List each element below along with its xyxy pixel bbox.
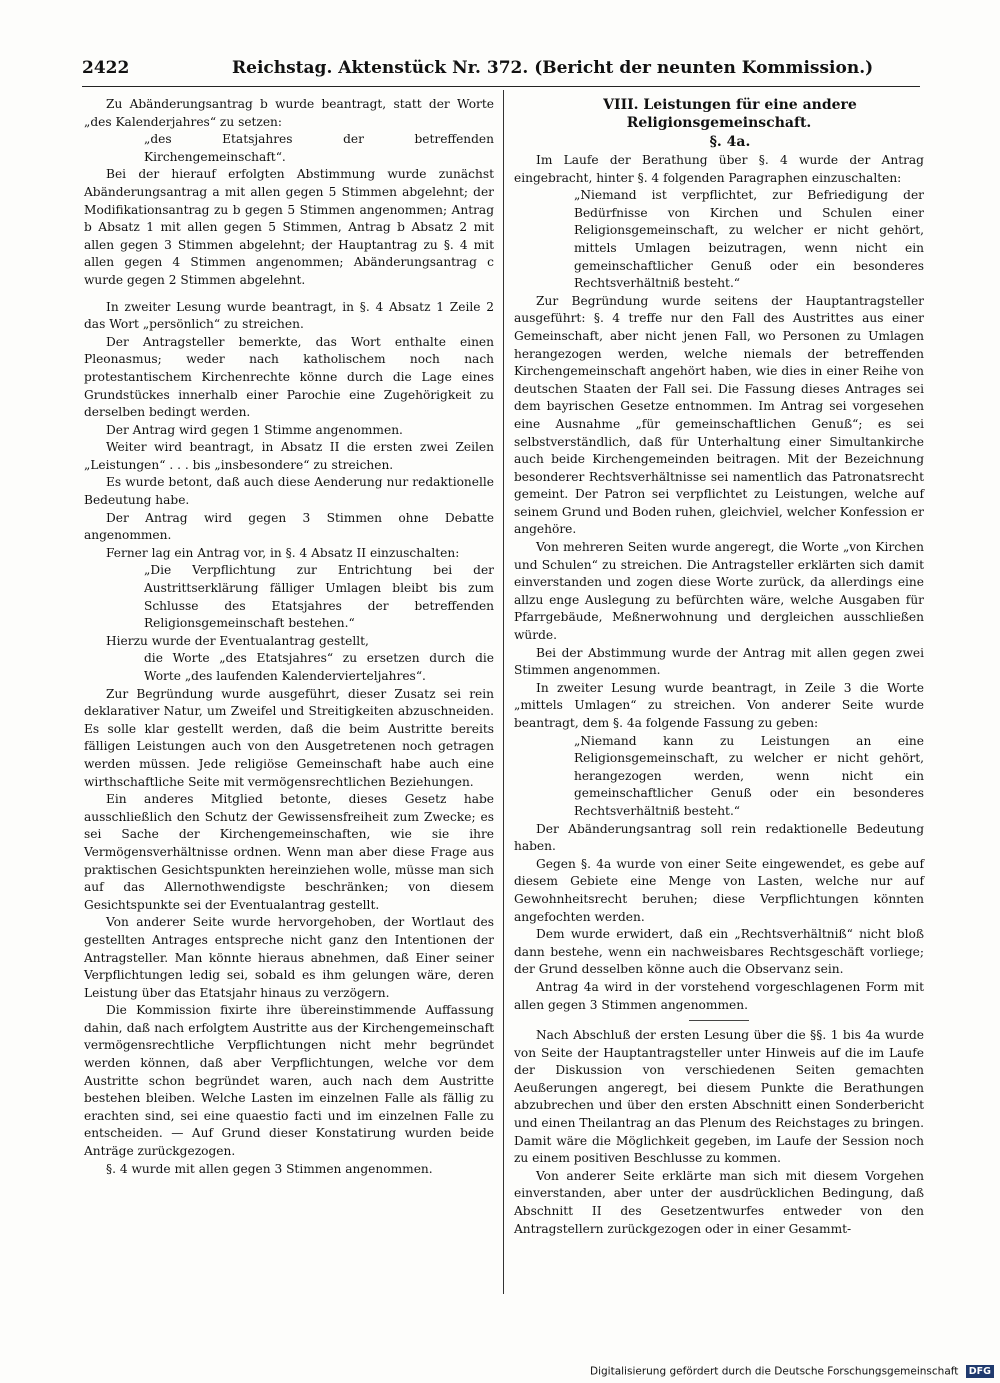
left-column — [84, 96, 494, 1178]
quote: „Niemand ist verpflichtet, zur Befriedigung der Bedürfnisse von Kirchen und Schulen einer Religionsgemeinschaft, zu welcher er nicht gehört, mittels Umlagen beizutragen, wenn nicht ein gemeinschaftlicher Genuß oder ein besonderes Rechtsverhältniß besteht.“ — [574, 188, 924, 291]
paragraph: Hierzu wurde der Eventualantrag gestellt, — [106, 633, 369, 648]
quote: die Worte „des Etatsjahres“ zu ersetzen durch die Worte „des laufenden Kalendervierteljahres“. — [144, 651, 494, 683]
page-footer — [590, 1365, 994, 1381]
paragraph: Gegen §. 4a wurde von einer Seite eingewendet, es gebe auf diesem Gebiete eine Menge von Lasten, welche nur auf Gewohnheitsrecht beruhen; diese Verpflichtungen könnten angefochten werden. — [514, 856, 924, 924]
paragraph: Der Antrag wird gegen 1 Stimme angenommen. — [106, 422, 403, 437]
section-heading: VIII. Leistungen für eine andere Religionsgemeinschaft. — [603, 97, 857, 131]
paragraph: Von anderer Seite wurde hervorgehoben, der Wortlaut des gestellten Antrages entspreche nicht ganz den Intentionen der Antragsteller. Man könnte hieraus abnehmen, daß Einer seiner Verpflichtungen ledig sei, sobald es ihm gelungen wäre, deren Leistung über das Etatsjahr hinaus zu verzögern. — [84, 915, 494, 1000]
paragraph: Dem wurde erwidert, daß ein „Rechtsverhältniß“ nicht bloß dann bestehe, wenn ein nachweisbares Rechtsgeschäft vorliege; der Grund desselben könne auch die Observanz sein. — [514, 927, 924, 977]
paragraph: Bei der Abstimmung wurde der Antrag mit allen gegen zwei Stimmen angenommen. — [514, 645, 924, 678]
paragraph: Von anderer Seite erklärte man sich mit diesem Vorgehen einverstanden, aber unter der ausdrücklichen Bedingung, daß Abschnitt II des Gesetzentwurfes entweder von den Antragstellern zurückgezogen oder in einer Gesammt- — [514, 1168, 924, 1236]
paragraph: Zur Begründung wurde seitens der Hauptantragsteller ausgeführt: §. 4 treffe nur den Fall des Austrittes aus einer Gemeinschaft, aber nicht jenen Fall, wo Personen zu Umlagen herangezogen werden, welche niemals der betreffenden Kirchengemeinschaft angehört haben, wie dies in einer Reihe von deutschen Staaten der Fall sei. Die Fassung dieses Antrages sei dem bayrischen Gesetze entnommen. Im Antrag sei vorgesehen eine Ausnahme „für gemeinschaftlichen Genuß“; es sei selbstverständlich, daß für Unterhaltung einer Simultankirche auch beide Kirchengemeinden beitragen. Mit der Bezeichnung besonderer Rechtsverhältnisse sei namentlich das Patronatsrecht gemeint. Der Patron sei verpflichtet zu Leistungen, welche auf seinem Grund und Boden ruhen, gleichviel, welcher Konfession er angehöre. — [514, 293, 924, 537]
paragraph: Zur Begründung wurde ausgeführt, dieser Zusatz sei rein deklarativer Natur, um Zweifel und Streitigkeiten abzuschneiden. Es solle klar gestellt werden, daß die beim Austritte bereits fälligen Leistungen auch von den Ausgetretenen noch getragen werden müssen. Jede religiöse Gemeinschaft habe auch eine wirthschaftliche Seite mit vermögensrechtlichen Beziehungen. — [84, 686, 494, 789]
page-header — [82, 58, 920, 84]
paragraph: Von mehreren Seiten wurde angeregt, die Worte „von Kirchen und Schulen“ zu streichen. Die Antragsteller erklärten sich damit einverstanden und zogen diese Worte zurück, da allerdings eine allzu enge Auslegung zu befürchten wäre, welche Ausgaben für Pfarrgebäude, Meßnerwohnung und dergleichen ausschließen würde. — [514, 540, 924, 643]
footer-text: Digitalisierung gefördert durch die Deutsche Forschungsgemeinschaft — [590, 1365, 959, 1378]
paragraph: Die Kommission fixirte ihre übereinstimmende Auffassung dahin, daß nach erfolgtem Austritte aus der Kirchengemeinschaft vermögensrechtliche Verpflichtungen nicht mehr begründet werden können, daß aber Verpflichtungen, welche vor dem Austritte schon begründet waren, auch nach dem Austritte bestehen bleiben. Welche Lasten im einzelnen Falle als fällig zu erachten sind, sei eine quaestio facti und im einzelnen Falle zu entscheiden. — Auf Grund dieser Konstatirung wurden beide Anträge zurückgezogen. — [84, 1003, 494, 1159]
paragraph: Bei der hierauf erfolgten Abstimmung wurde zunächst Abänderungsantrag a mit allen gegen 5 Stimmen abgelehnt; der Modifikationsantrag zu b gegen 5 Stimmen angenommen; Antrag b Absatz 1 mit allen gegen 5 Stimmen, Antrag b Absatz 2 mit allen gegen 3 Stimmen abgelehnt; der Hauptantrag zu §. 4 mit allen gegen 4 Stimmen angenommen; Abänderungsantrag c wurde gegen 2 Stimmen abgelehnt. — [84, 167, 494, 287]
paragraph: Der Antrag wird gegen 3 Stimmen ohne Debatte angenommen. — [84, 510, 494, 543]
paragraph: Der Antragsteller bemerkte, das Wort enthalte einen Pleonasmus; weder nach katholischem noch nach protestantischem Kirchenrechte könne durch die Lage eines Grundstückes innerhalb einer Parochie eine Zugehörigkeit zu derselben bedingt werden. — [84, 334, 494, 420]
paragraph: Zu Abänderungsantrag b wurde beantragt, statt der Worte „des Kalenderjahres“ zu setzen: — [84, 97, 494, 129]
quote: „Die Verpflichtung zur Entrichtung bei der Austrittserklärung fälliger Umlagen bleibt bis zum Schlusse des Etatsjahres der betreffenden Religionsgemeinschaft bestehen.“ — [144, 563, 494, 631]
column-divider — [503, 90, 504, 1294]
page-number: 2422 — [82, 58, 130, 78]
paragraph-heading: §. 4a. — [709, 134, 751, 150]
header-rule — [82, 86, 920, 87]
quote: „Niemand kann zu Leistungen an eine Religionsgemeinschaft, zu welcher er nicht gehört, herangezogen werden, wenn nicht ein gemeinschaftlicher Genuß oder ein besonderes Rechtsverhältniß besteht.“ — [574, 733, 924, 818]
page-header-title: Reichstag. Aktenstück Nr. 372. (Bericht der neunten Kommission.) — [232, 58, 874, 78]
paragraph: Weiter wird beantragt, in Absatz II die ersten zwei Zeilen „Leistungen“ . . . bis „insbesondere“ zu streichen. — [84, 440, 494, 472]
paragraph: Der Abänderungsantrag soll rein redaktionelle Bedeutung haben. — [514, 821, 924, 854]
paragraph: In zweiter Lesung wurde beantragt, in §. 4 Absatz 1 Zeile 2 das Wort „persönlich“ zu streichen. — [84, 299, 494, 332]
paragraph: Antrag 4a wird in der vorstehend vorgeschlagenen Form mit allen gegen 3 Stimmen angenommen. — [514, 979, 924, 1012]
section-separator — [689, 1020, 749, 1021]
paragraph: Ein anderes Mitglied betonte, dieses Gesetz habe ausschließlich den Schutz der Gewissensfreiheit zum Zwecke; es sei Sache der Kirchengemeinschaften, wie sie ihre Vermögensverhältnisse ordnen. Wenn man aber diese Frage aus praktischen Gesichtspunkten hereinziehen wolle, müsse man sich auf das Allernothwendigste beschränken; von diesem Gesichtspunkte sei der Eventualantrag gestellt. — [84, 792, 494, 912]
right-column — [514, 96, 924, 1238]
paragraph: Ferner lag ein Antrag vor, in §. 4 Absatz II einzuschalten: — [106, 545, 460, 560]
paragraph: Es wurde betont, daß auch diese Aenderung nur redaktionelle Bedeutung habe. — [84, 475, 494, 508]
paragraph: §. 4 wurde mit allen gegen 3 Stimmen angenommen. — [106, 1161, 433, 1176]
dfg-logo: DFG — [966, 1365, 994, 1378]
quote: „des Etatsjahres der betreffenden Kirchengemeinschaft“. — [144, 132, 494, 164]
paragraph: In zweiter Lesung wurde beantragt, in Zeile 3 die Worte „mittels Umlagen“ zu streichen. Von anderer Seite wurde beantragt, dem §. 4a folgende Fassung zu geben: — [514, 680, 924, 730]
paragraph: Im Laufe der Berathung über §. 4 wurde der Antrag eingebracht, hinter §. 4 folgenden Paragraphen einzuschalten: — [514, 153, 924, 185]
paragraph: Nach Abschluß der ersten Lesung über die §§. 1 bis 4a wurde von Seite der Hauptantragsteller unter Hinweis auf die im Laufe der Diskussion von verschiedenen Seiten gemachten Aeußerungen angeregt, bei diesem Punkte die Berathungen abzubrechen und über den ersten Abschnitt einen Sonderbericht und einen Theilantrag an das Plenum des Reichstages zu bringen. Damit wäre die Möglichkeit gegeben, im Laufe der Session noch zu einem positiven Beschlusse zu kommen. — [514, 1028, 924, 1166]
